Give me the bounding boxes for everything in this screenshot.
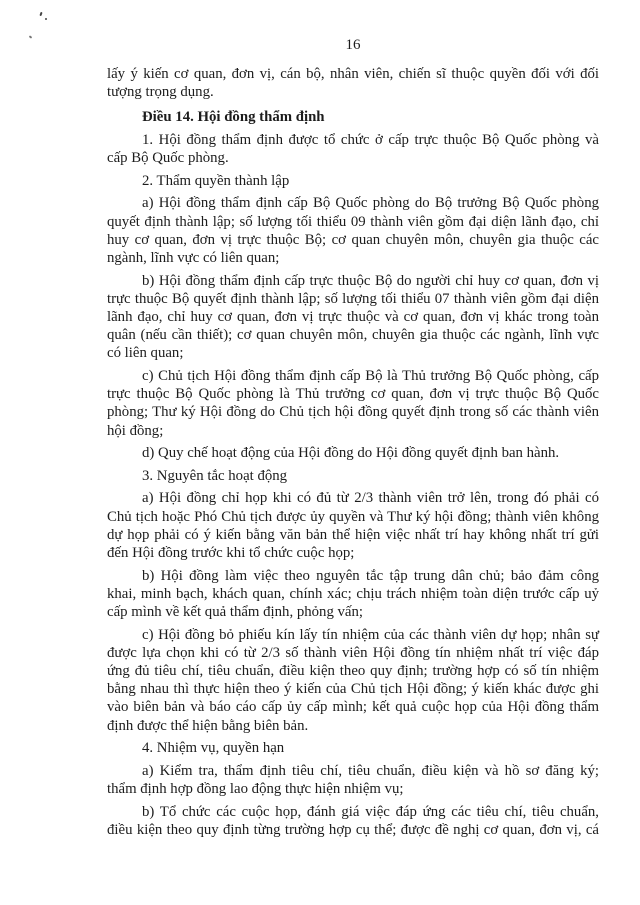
text-line: ngành, lĩnh vực có liên quan; — [107, 250, 280, 266]
text-line: cấp Bộ Quốc phòng. — [107, 150, 229, 167]
clause-title: 3. Nguyên tắc hoạt động — [142, 467, 288, 484]
text-line: c) Chủ tịch Hội đồng thẩm định cấp Bộ là Thủ trưởng Bộ Quốc phòng, cấp — [142, 368, 599, 384]
article-heading — [107, 108, 599, 126]
text-line: b) Hội đồng làm việc theo nguyên tắc tập trung dân chủ; bảo đảm công — [142, 567, 599, 584]
text-line: b) Tổ chức các cuộc họp, đánh giá việc đáp ứng các tiêu chí, tiêu chuẩn, — [142, 803, 599, 820]
text-line: vào biên bản và báo cáo cấp ủy cấp mình; kết quả cuộc họp của Hội đồng thẩm — [107, 699, 599, 716]
clause-4-point-a — [107, 762, 599, 798]
clause-1 — [107, 131, 599, 167]
text-line: cấp mình về kết quả thẩm định, phỏng vấn; — [107, 604, 364, 620]
scan-speck — [29, 35, 33, 38]
text-line: định được thể hiện bằng biên bản. — [107, 717, 309, 734]
clause-3-point-b — [107, 567, 599, 622]
text-line: 1. Hội đồng thẩm định được tổ chức ở cấp trực thuộc Bộ Quốc phòng và — [142, 132, 599, 148]
text-line: thẩm định hợp đồng lao động thực hiện nhiệm vụ; — [107, 781, 404, 797]
document-body — [107, 65, 599, 839]
text-line: lấy ý kiến cơ quan, đơn vị, cán bộ, nhân viên, chiến sĩ thuộc quyền đối với đối — [107, 66, 599, 82]
text-line: c) Hội đồng bỏ phiếu kín lấy tín nhiệm của các thành viên dự họp; nhân sự — [142, 626, 599, 643]
text-line: huy cơ quan, đơn vị trực thuộc Bộ; cơ quan chuyên môn, chuyên gia thuộc các — [107, 231, 599, 248]
clause-4-title — [107, 739, 599, 757]
text-line: quyết định thành lập; số lượng tối thiểu 09 thành viên gồm đại diện lãnh đạo, chỉ — [107, 213, 599, 230]
text-line: trực thuộc Bộ quyết định thành lập; số lượng tối thiểu 07 thành viên gồm đại diện — [107, 290, 599, 307]
text-line: điều kiện theo quy định từng trường hợp cụ thể; được đề nghị cơ quan, đơn vị, cá — [107, 821, 599, 838]
text-line: phòng; Thư ký Hội đồng do Chủ tịch hội đồng quyết định trong số các thành viên — [107, 404, 599, 421]
text-line: b) Hội đồng thẩm định cấp trực thuộc Bộ do người chỉ huy cơ quan, đơn vị — [142, 272, 599, 289]
text-line: được lựa chọn khi có từ 2/3 số thành viên Hội đồng tín nhiệm nhất trí việc đáp — [107, 644, 599, 661]
text-line: đến Hội đồng trước khi tổ chức cuộc họp; — [107, 545, 355, 561]
text-line: a) Kiểm tra, thẩm định tiêu chí, tiêu chuẩn, điều kiện và hồ sơ đăng ký; — [142, 762, 599, 779]
continuation-paragraph — [107, 65, 599, 101]
text-line: tượng trọng dụng. — [107, 84, 214, 101]
text-line: Chủ tịch hoặc Phó Chủ tịch được ủy quyền và Thư ký hội đồng; thành viên không — [107, 508, 599, 525]
page-number: 16 — [345, 37, 361, 53]
text-line: ứng đủ tiêu chí, tiêu chuẩn, điều kiện theo quy định; trường hợp có số tín nhiệm — [107, 663, 599, 679]
clause-2-title — [107, 172, 599, 190]
text-line: quân (nếu cần thiết); cơ quan chuyên môn, chuyên gia thuộc các ngành, lĩnh vực — [107, 327, 599, 344]
text-line: hội đồng; — [107, 422, 164, 439]
clause-2-point-d — [107, 444, 599, 462]
clause-3-point-c — [107, 626, 599, 735]
text-line: trực thuộc Bộ Quốc phòng là Thủ trưởng cơ quan, đơn vị trực thuộc Bộ Quốc — [107, 386, 599, 403]
scan-speck — [45, 18, 47, 20]
clause-3-title — [107, 467, 599, 485]
article-heading-text: Điều 14. Hội đồng thẩm định — [142, 109, 325, 126]
text-line: lãnh đạo, chỉ huy cơ quan, đơn vị trực thuộc và cơ quan, đơn vị khác trong toàn — [107, 309, 599, 325]
clause-title: 4. Nhiệm vụ, quyền hạn — [142, 740, 285, 757]
clause-2-point-b — [107, 272, 599, 363]
clause-2-point-a — [107, 194, 599, 267]
text-line: có liên quan; — [107, 345, 184, 362]
clause-3-point-a — [107, 489, 599, 562]
clause-2-point-c — [107, 367, 599, 440]
text-line: bằng nhau thì thực hiện theo ý kiến của Chủ tịch Hội đồng; ý kiến khác được ghi — [107, 681, 599, 698]
text-line: d) Quy chế hoạt động của Hội đồng do Hội đồng quyết định ban hành. — [142, 445, 560, 462]
text-line: dự họp phải có ý kiến bằng văn bản thể hiện việc nhất trí hay không nhất trí gửi — [107, 526, 599, 543]
clause-4-point-b — [107, 803, 599, 839]
clause-title: 2. Thẩm quyền thành lập — [142, 172, 290, 189]
text-line: a) Hội đồng thẩm định cấp Bộ Quốc phòng do Bộ trưởng Bộ Quốc phòng — [142, 195, 599, 212]
text-line: khai, minh bạch, khách quan, chính xác; chịu trách nhiệm toàn diện trước cấp uỷ — [107, 585, 599, 602]
text-line: a) Hội đồng chỉ họp khi có đủ từ 2/3 thành viên trở lên, trong đó phải có — [142, 490, 599, 507]
scan-speck — [39, 12, 42, 16]
